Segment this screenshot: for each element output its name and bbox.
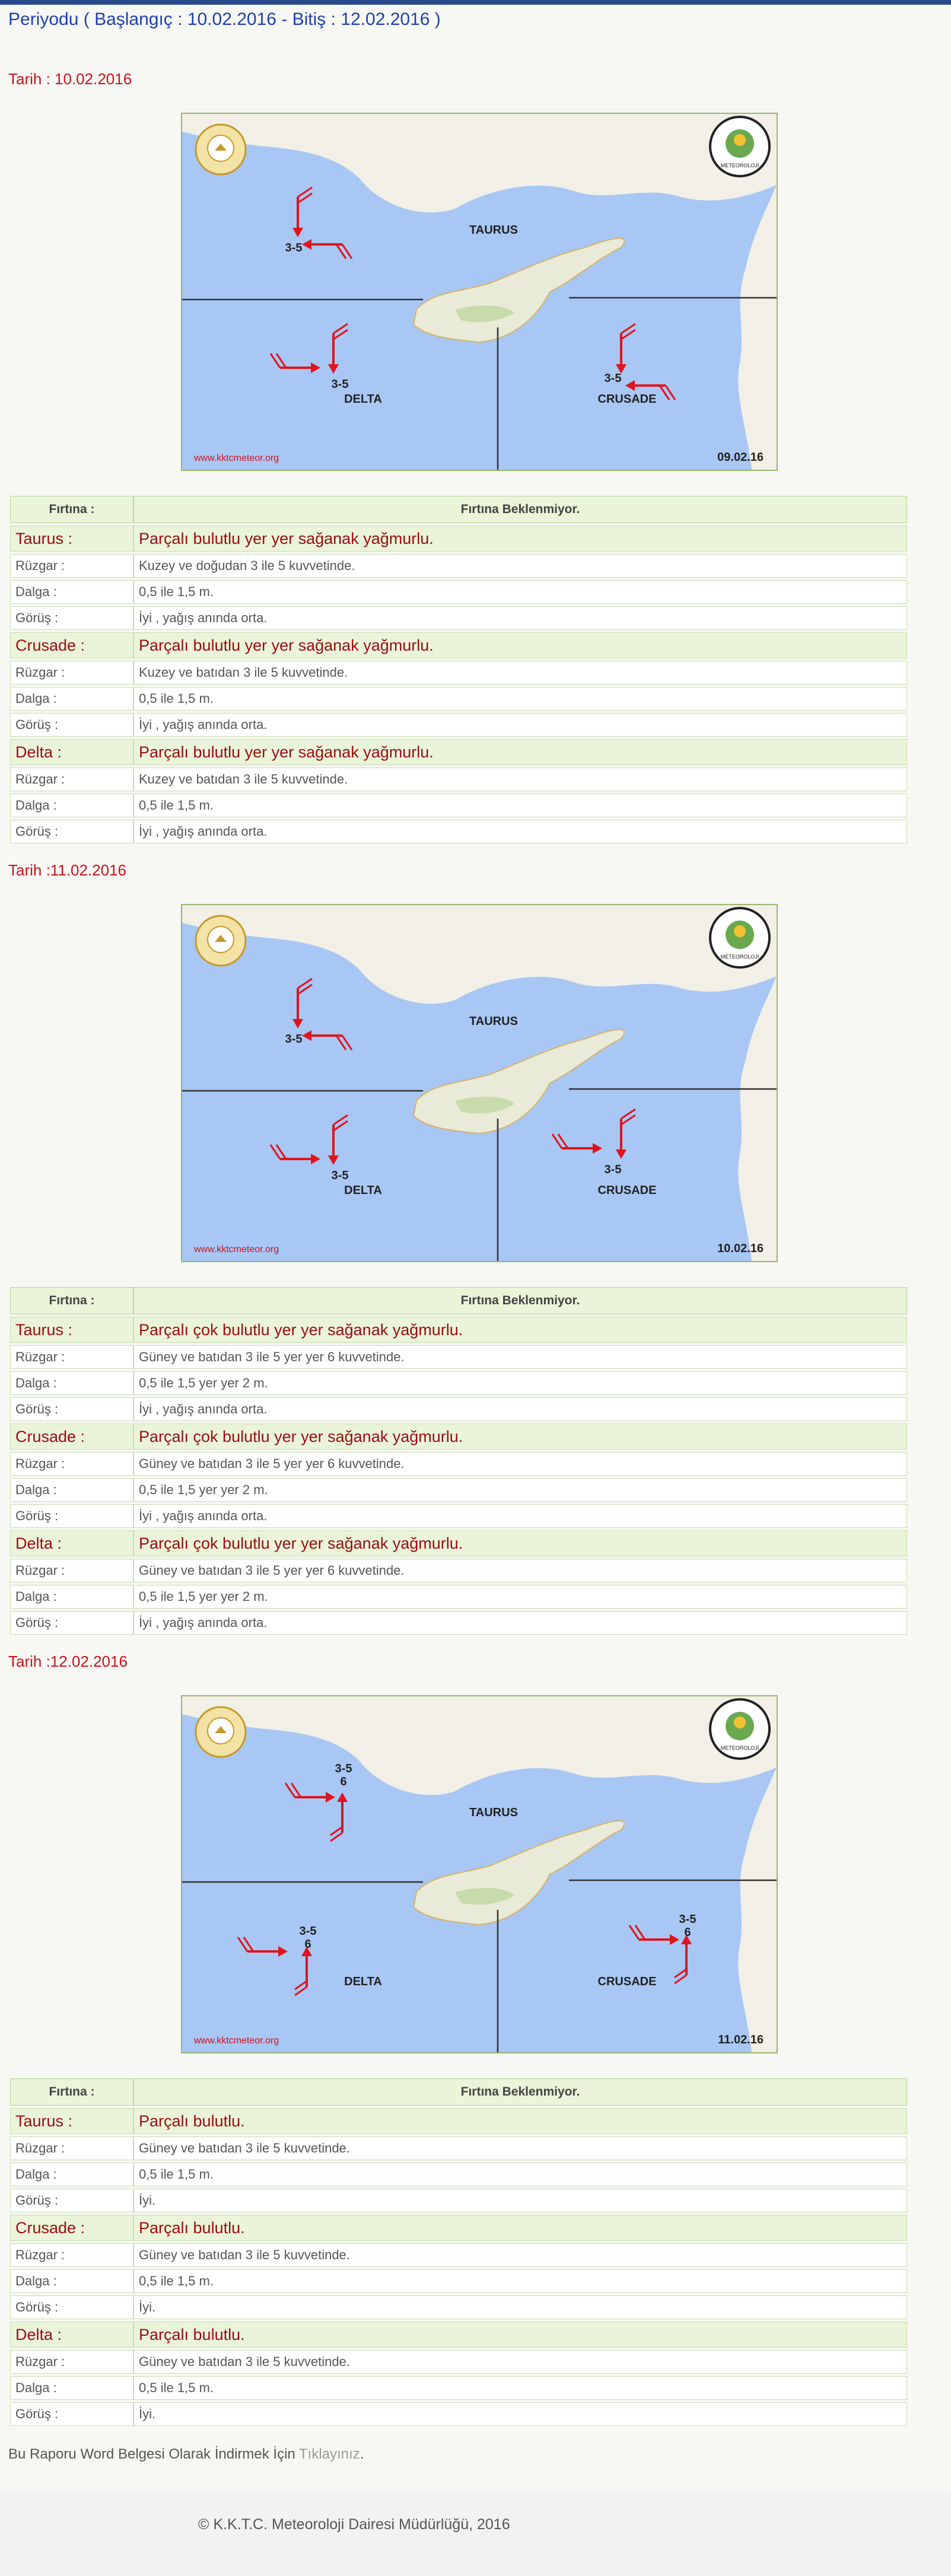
detail-row	[10, 554, 907, 578]
forecast-map	[181, 904, 778, 1262]
detail-label: Rüzgar :	[10, 1345, 133, 1369]
detail-label: Görüş :	[10, 2189, 133, 2212]
region-name: Taurus :	[10, 2108, 133, 2134]
detail-label: Rüzgar :	[10, 1559, 133, 1582]
detail-value: Güney ve batıdan 3 ile 5 kuvvetinde.	[133, 2136, 907, 2160]
forecast-table	[10, 2076, 907, 2428]
svg-text:6: 6	[684, 1926, 691, 1939]
period-title: Periyodu ( Başlangıç : 10.02.2016 - Bitiş : 12.02.2016 )	[8, 9, 441, 29]
svg-text:METEOROLOJİ: METEOROLOJİ	[720, 163, 759, 168]
detail-label: Görüş :	[10, 820, 133, 843]
date-heading: Tarih :12.02.2016	[8, 1652, 128, 1670]
detail-label: Rüzgar :	[10, 2350, 133, 2374]
region-row	[10, 2215, 907, 2241]
detail-row	[10, 1504, 907, 1528]
detail-label: Görüş :	[10, 1504, 133, 1528]
region-summary: Parçalı bulutlu.	[133, 2322, 907, 2348]
zone-label: CRUSADE	[597, 1184, 657, 1197]
detail-value: İyi , yağış anında orta.	[133, 606, 907, 630]
storm-value: Fırtına Beklenmiyor.	[133, 2078, 907, 2106]
detail-label: Görüş :	[10, 1397, 133, 1421]
storm-row	[10, 2078, 907, 2106]
region-row	[10, 1530, 907, 1556]
svg-text:3-5: 3-5	[604, 372, 622, 385]
zone-label: CRUSADE	[597, 1975, 657, 1988]
detail-value: 0,5 ile 1,5 m.	[133, 794, 907, 817]
region-row	[10, 632, 907, 658]
detail-label: Dalga :	[10, 2376, 133, 2400]
map-date: 09.02.16	[717, 451, 764, 464]
detail-row	[10, 2350, 907, 2374]
svg-text:3-5: 3-5	[285, 1033, 303, 1046]
detail-value: İyi , yağış anında orta.	[133, 820, 907, 843]
detail-label: Görüş :	[10, 2295, 133, 2319]
download-text	[8, 2446, 364, 2463]
detail-value: Güney ve batıdan 3 ile 5 yer yer 6 kuvvetinde.	[133, 1559, 907, 1582]
date-heading: Tarih :11.02.2016	[8, 861, 126, 879]
detail-label: Rüzgar :	[10, 661, 133, 684]
region-name: Delta :	[10, 739, 133, 765]
storm-label: Fırtına :	[10, 2078, 133, 2106]
svg-text:6: 6	[340, 1775, 347, 1788]
svg-text:3-5: 3-5	[299, 1925, 317, 1938]
region-row	[10, 1424, 907, 1450]
detail-value: 0,5 ile 1,5 yer yer 2 m.	[133, 1371, 907, 1395]
detail-value: İyi.	[133, 2402, 907, 2426]
storm-label: Fırtına :	[10, 1287, 133, 1314]
detail-value: Kuzey ve doğudan 3 ile 5 kuvvetinde.	[133, 554, 907, 578]
region-summary: Parçalı bulutlu yer yer sağanak yağmurlu.	[133, 632, 907, 658]
detail-label: Görüş :	[10, 713, 133, 737]
detail-label: Rüzgar :	[10, 2136, 133, 2160]
detail-row	[10, 661, 907, 684]
download-link[interactable]: Tıklayınız	[299, 2446, 360, 2462]
zone-label: CRUSADE	[597, 393, 657, 406]
detail-value: Güney ve batıdan 3 ile 5 kuvvetinde.	[133, 2243, 907, 2267]
svg-text:3-5: 3-5	[331, 1169, 349, 1182]
detail-value: Kuzey ve batıdan 3 ile 5 kuvvetinde.	[133, 661, 907, 684]
region-summary: Parçalı bulutlu yer yer sağanak yağmurlu.	[133, 526, 907, 552]
footer	[0, 2491, 951, 2576]
region-summary: Parçalı çok bulutlu yer yer sağanak yağmurlu.	[133, 1317, 907, 1343]
region-name: Crusade :	[10, 2215, 133, 2241]
detail-row	[10, 768, 907, 791]
footer-copyright: © K.K.T.C. Meteoroloji Dairesi Müdürlüğü, 2016	[198, 2516, 510, 2533]
detail-value: 0,5 ile 1,5 yer yer 2 m.	[133, 1478, 907, 1502]
region-summary: Parçalı çok bulutlu yer yer sağanak yağmurlu.	[133, 1530, 907, 1556]
detail-row	[10, 1371, 907, 1395]
detail-value: 0,5 ile 1,5 m.	[133, 2376, 907, 2400]
detail-row	[10, 2295, 907, 2319]
detail-value: 0,5 ile 1,5 m.	[133, 2269, 907, 2293]
svg-text:3-5: 3-5	[604, 1163, 622, 1176]
detail-row	[10, 1452, 907, 1476]
detail-value: İyi.	[133, 2189, 907, 2212]
detail-label: Dalga :	[10, 1478, 133, 1502]
detail-value: İyi , yağış anında orta.	[133, 1611, 907, 1635]
svg-text:3-5: 3-5	[331, 378, 349, 391]
storm-row	[10, 1287, 907, 1314]
detail-row	[10, 2243, 907, 2267]
storm-value: Fırtına Beklenmiyor.	[133, 1287, 907, 1314]
forecast-table	[10, 1285, 907, 1637]
detail-row	[10, 1478, 907, 1502]
detail-label: Dalga :	[10, 2269, 133, 2293]
detail-value: 0,5 ile 1,5 m.	[133, 687, 907, 711]
detail-value: İyi , yağış anında orta.	[133, 1504, 907, 1528]
detail-value: İyi , yağış anında orta.	[133, 1397, 907, 1421]
map-site: www.kktcmeteor.org	[194, 2036, 279, 2046]
svg-text:METEOROLOJİ: METEOROLOJİ	[720, 1745, 759, 1751]
detail-row	[10, 2269, 907, 2293]
svg-text:3-5: 3-5	[679, 1913, 696, 1926]
svg-text:6: 6	[304, 1938, 311, 1951]
map-site: www.kktcmeteor.org	[194, 453, 279, 463]
detail-label: Rüzgar :	[10, 2243, 133, 2267]
detail-row	[10, 2402, 907, 2426]
storm-label: Fırtına :	[10, 496, 133, 523]
emblem-icon	[196, 916, 246, 966]
emblem-icon	[196, 1707, 246, 1757]
detail-label: Rüzgar :	[10, 768, 133, 791]
detail-row	[10, 794, 907, 817]
detail-value: 0,5 ile 1,5 m.	[133, 2163, 907, 2186]
detail-row	[10, 1611, 907, 1635]
logo-icon	[710, 117, 769, 176]
detail-value: İyi , yağış anında orta.	[133, 713, 907, 737]
region-name: Crusade :	[10, 632, 133, 658]
emblem-icon	[196, 125, 246, 174]
zone-label: DELTA	[344, 393, 382, 406]
detail-label: Dalga :	[10, 794, 133, 817]
detail-label: Rüzgar :	[10, 554, 133, 578]
region-summary: Parçalı bulutlu yer yer sağanak yağmurlu.	[133, 739, 907, 765]
map-date: 11.02.16	[718, 2033, 764, 2046]
detail-value: Kuzey ve batıdan 3 ile 5 kuvvetinde.	[133, 768, 907, 791]
region-name: Taurus :	[10, 1317, 133, 1343]
detail-label: Dalga :	[10, 580, 133, 604]
detail-label: Görüş :	[10, 1611, 133, 1635]
detail-value: Güney ve batıdan 3 ile 5 kuvvetinde.	[133, 2350, 907, 2374]
detail-label: Rüzgar :	[10, 1452, 133, 1476]
detail-row	[10, 820, 907, 843]
detail-row	[10, 2189, 907, 2212]
forecast-table	[10, 493, 907, 846]
detail-value: Güney ve batıdan 3 ile 5 yer yer 6 kuvvetinde.	[133, 1452, 907, 1476]
detail-row	[10, 687, 907, 711]
zone-label: TAURUS	[469, 1806, 518, 1819]
region-summary: Parçalı bulutlu.	[133, 2108, 907, 2134]
map-site: www.kktcmeteor.org	[194, 1244, 279, 1254]
detail-value: Güney ve batıdan 3 ile 5 yer yer 6 kuvvetinde.	[133, 1345, 907, 1369]
download-suffix: .	[360, 2446, 364, 2462]
detail-row	[10, 606, 907, 630]
region-row	[10, 739, 907, 765]
logo-icon	[710, 908, 769, 967]
top-bar	[0, 0, 951, 5]
region-row	[10, 1317, 907, 1343]
detail-value: İyi.	[133, 2295, 907, 2319]
region-name: Delta :	[10, 2322, 133, 2348]
region-row	[10, 2108, 907, 2134]
svg-text:3-5: 3-5	[285, 241, 303, 254]
logo-icon	[710, 1699, 769, 1759]
detail-row	[10, 2376, 907, 2400]
detail-label: Dalga :	[10, 1585, 133, 1609]
svg-text:3-5: 3-5	[335, 1762, 352, 1775]
zone-label: DELTA	[344, 1975, 382, 1988]
zone-label: DELTA	[344, 1184, 382, 1197]
forecast-map	[181, 1695, 778, 2053]
forecast-map	[181, 113, 778, 471]
date-heading: Tarih : 10.02.2016	[8, 70, 132, 88]
detail-row	[10, 1345, 907, 1369]
detail-label: Dalga :	[10, 687, 133, 711]
storm-value: Fırtına Beklenmiyor.	[133, 496, 907, 523]
region-row	[10, 2322, 907, 2348]
region-summary: Parçalı bulutlu.	[133, 2215, 907, 2241]
detail-label: Dalga :	[10, 1371, 133, 1395]
detail-value: 0,5 ile 1,5 yer yer 2 m.	[133, 1585, 907, 1609]
region-row	[10, 526, 907, 552]
detail-label: Görüş :	[10, 606, 133, 630]
detail-value: 0,5 ile 1,5 m.	[133, 580, 907, 604]
detail-row	[10, 2163, 907, 2186]
detail-row	[10, 2136, 907, 2160]
detail-row	[10, 1585, 907, 1609]
storm-row	[10, 496, 907, 523]
region-name: Taurus :	[10, 526, 133, 552]
detail-row	[10, 580, 907, 604]
zone-label: TAURUS	[469, 1015, 518, 1028]
download-prefix: Bu Raporu Word Belgesi Olarak İndirmek İçin	[8, 2446, 299, 2462]
detail-label: Dalga :	[10, 2163, 133, 2186]
map-date: 10.02.16	[717, 1242, 764, 1255]
detail-label: Görüş :	[10, 2402, 133, 2426]
region-name: Delta :	[10, 1530, 133, 1556]
region-summary: Parçalı çok bulutlu yer yer sağanak yağmurlu.	[133, 1424, 907, 1450]
detail-row	[10, 1559, 907, 1582]
region-name: Crusade :	[10, 1424, 133, 1450]
svg-text:METEOROLOJİ: METEOROLOJİ	[720, 954, 759, 960]
zone-label: TAURUS	[469, 224, 518, 237]
detail-row	[10, 1397, 907, 1421]
detail-row	[10, 713, 907, 737]
